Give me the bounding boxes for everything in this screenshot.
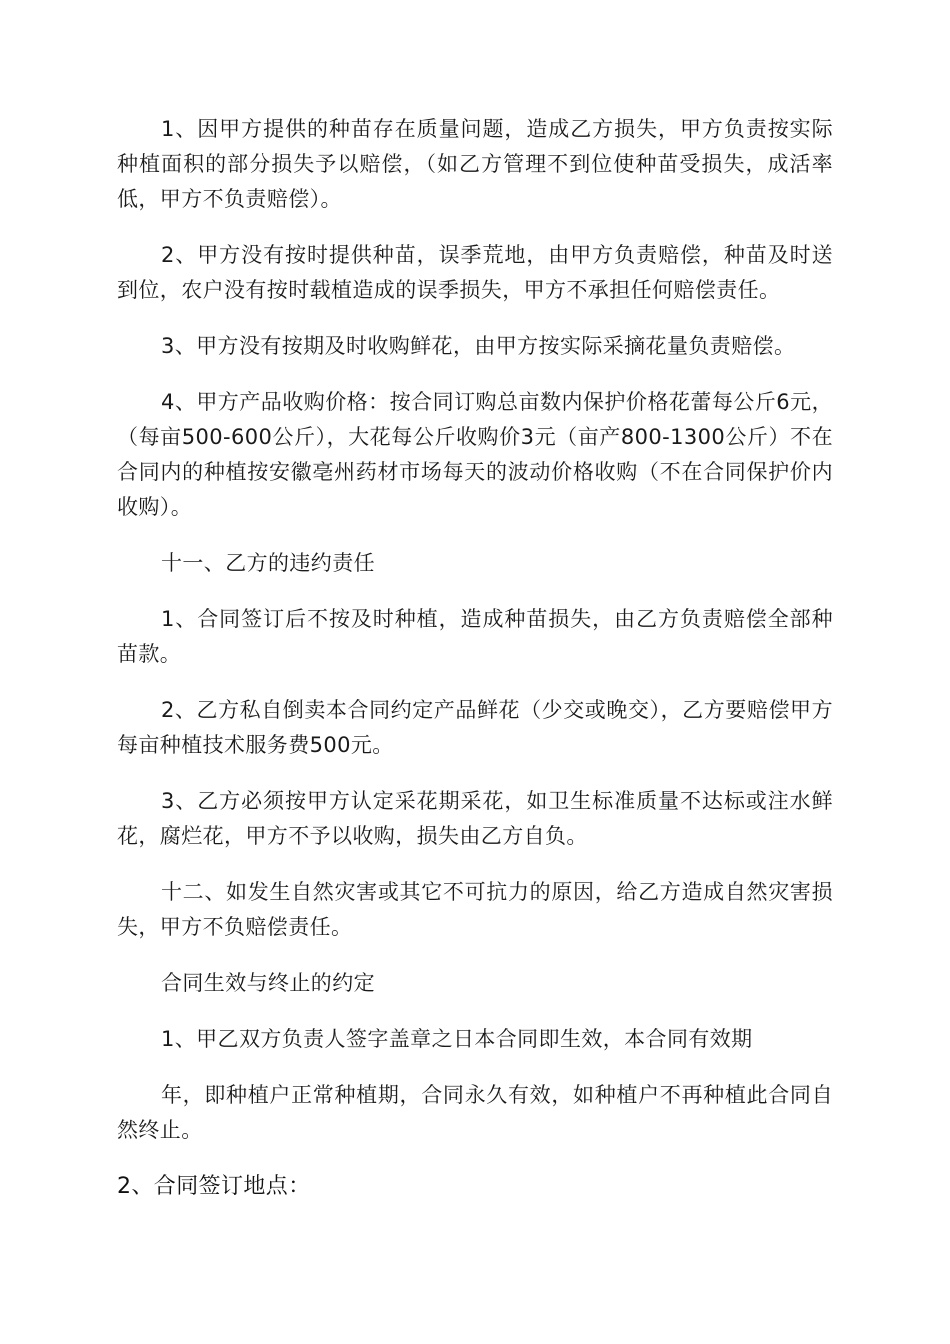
section-heading-party-b-liability: 十一、乙方的违约责任 <box>161 551 375 575</box>
clause-paragraph-2: 2、甲方没有按时提供种苗，误季荒地，由甲方负责赔偿，种苗及时送到位，农户没有按时载植造成的误季损失，甲方不承担任何赔偿责任。 <box>117 243 833 302</box>
document-body <box>117 112 833 1225</box>
clause-paragraph-3: 3、甲方没有按期及时收购鲜花，由甲方按实际采摘花量负责赔偿。 <box>161 334 796 358</box>
section-heading-effect-termination: 合同生效与终止的约定 <box>161 971 375 995</box>
clause-paragraph-10: 年，即种植户正常种植期，合同永久有效，如种植户不再种植此合同自然终止。 <box>117 1083 833 1142</box>
clause-paragraph-5: 1、合同签订后不按及时种植，造成种苗损失，由乙方负责赔偿全部种苗款。 <box>117 607 833 666</box>
signing-location-line: 2、合同签订地点： <box>117 1174 311 1199</box>
clause-paragraph-1: 1、因甲方提供的种苗存在质量问题，造成乙方损失，甲方负责按实际种植面积的部分损失予以赔偿，（如乙方管理不到位使种苗受损失，成活率低，甲方不负责赔偿）。 <box>117 117 833 211</box>
clause-paragraph-8: 十二、如发生自然灾害或其它不可抗力的原因，给乙方造成自然灾害损失，甲方不负赔偿责任。 <box>117 880 833 939</box>
clause-paragraph-4: 4、甲方产品收购价格：按合同订购总亩数内保护价格花蕾每公斤6元，（每亩500-600公斤），大花每公斤收购价3元（亩产800-1300公斤）不在合同内的种植按安徽亳州药材市场每天的波动价格收购（不在合同保护价内收购）。 <box>117 390 833 519</box>
clause-paragraph-7: 3、乙方必须按甲方认定采花期采花，如卫生标准质量不达标或注水鲜花，腐烂花，甲方不予以收购，损失由乙方自负。 <box>117 789 833 848</box>
clause-paragraph-9: 1、甲乙双方负责人签字盖章之日本合同即生效，本合同有效期 <box>161 1027 753 1051</box>
clause-paragraph-6: 2、乙方私自倒卖本合同约定产品鲜花（少交或晚交），乙方要赔偿甲方每亩种植技术服务费500元。 <box>117 698 833 757</box>
